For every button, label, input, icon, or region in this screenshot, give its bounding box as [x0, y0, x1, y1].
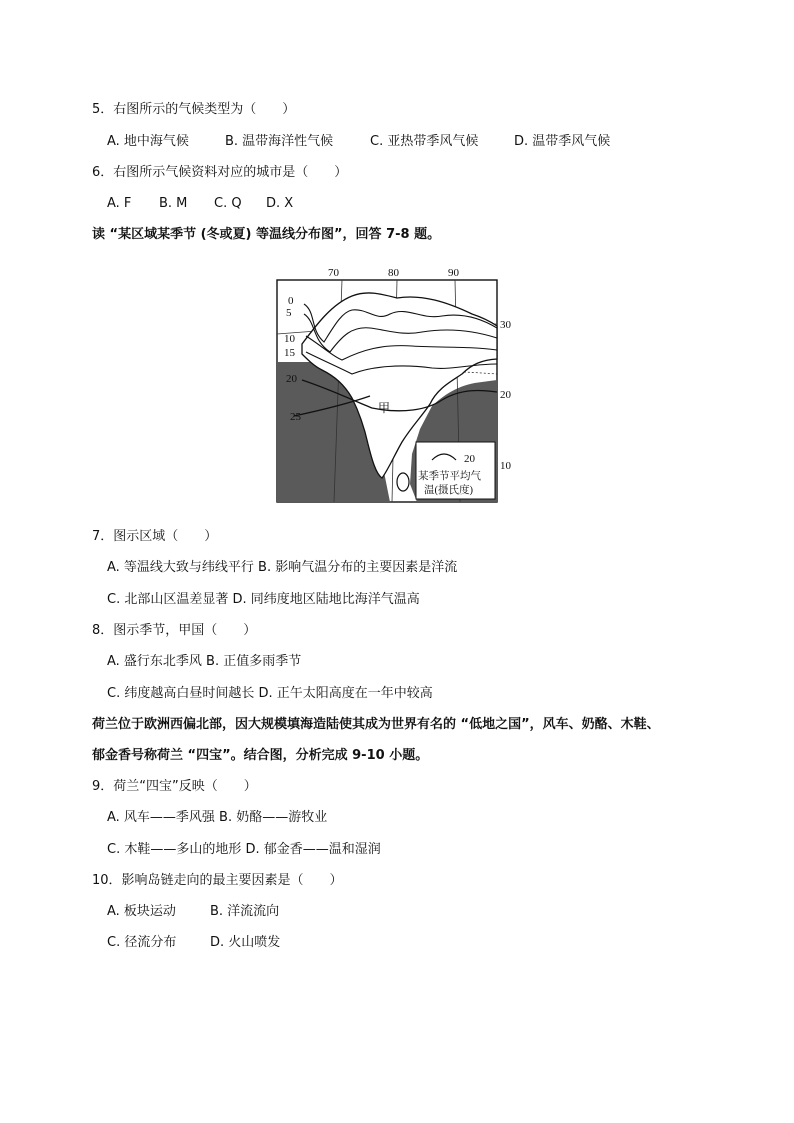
isotherm-map-svg [272, 264, 522, 508]
sri-lanka [397, 473, 409, 491]
q10-options-cd [107, 934, 280, 952]
q5-option-c[interactable]: C. 亚热带季风气候 [370, 134, 479, 149]
q6-option-a[interactable]: A. F [107, 196, 132, 211]
q10-option-a[interactable]: A. 板块运动 [107, 904, 176, 919]
q9-stem: 9．荷兰“四宝”反映（ ） [92, 779, 257, 794]
q10-option-d[interactable]: D. 火山喷发 [210, 935, 281, 950]
q6-stem: 6．右图所示气候资料对应的城市是（ ） [92, 165, 348, 180]
q5-option-b[interactable]: B. 温带海洋性气候 [225, 134, 334, 149]
q8-stem: 8．图示季节，甲国（ ） [92, 623, 257, 638]
legend-text-2: 温(摄氏度) [424, 485, 473, 496]
q5-options [107, 133, 610, 151]
q10-option-c[interactable]: C. 径流分布 [107, 935, 177, 950]
label-lon-80: 80 [388, 267, 399, 279]
label-isotherm-5: 5 [286, 307, 292, 319]
label-isotherm-20: 20 [286, 373, 297, 385]
q7-stem: 7．图示区域（ ） [92, 529, 218, 544]
label-lat-10: 10 [500, 460, 511, 472]
q5-stem: 5．右图所示的气候类型为（ ） [92, 102, 296, 117]
label-isotherm-25: 25 [290, 411, 301, 423]
q10-stem: 10．影响岛链走向的最主要因素是（ ） [92, 873, 343, 888]
q6-option-d[interactable]: D. X [266, 196, 294, 211]
q9-option-ab[interactable]: A. 风车——季风强 B. 奶酪——游牧业 [107, 810, 328, 825]
q8-option-cd[interactable]: C. 纬度越高白昼时间越长 D. 正午太阳高度在一年中较高 [107, 686, 433, 701]
label-lat-30: 30 [500, 319, 511, 331]
q6-option-b[interactable]: B. M [159, 196, 188, 211]
intro-9-10-line2: 郁金香号称荷兰 “四宝”。结合图，分析完成 9-10 小题。 [92, 748, 429, 763]
intro-7-8: 读 “某区域某季节 (冬或夏) 等温线分布图”，回答 7-8 题。 [92, 227, 441, 242]
q5-option-d[interactable]: D. 温带季风气候 [514, 134, 611, 149]
label-jia: 甲 [378, 401, 391, 415]
q5-option-a[interactable]: A. 地中海气候 [107, 134, 189, 149]
label-lat-20: 20 [500, 389, 511, 401]
q9-option-cd[interactable]: C. 木鞋——多山的地形 D. 郁金香——温和湿润 [107, 842, 381, 857]
q6-options [107, 195, 293, 213]
isotherm-map [272, 264, 522, 508]
label-lon-90: 90 [448, 267, 459, 279]
label-isotherm-10: 10 [284, 333, 295, 345]
q7-option-ab[interactable]: A. 等温线大致与纬线平行 B. 影响气温分布的主要因素是洋流 [107, 560, 458, 575]
q6-option-c[interactable]: C. Q [214, 196, 242, 211]
label-lon-70: 70 [328, 267, 339, 279]
intro-9-10-line1: 荷兰位于欧洲西偏北部，因大规模填海造陆使其成为世界有名的 “低地之国”，风车、奶酪、木鞋、 [92, 717, 660, 732]
label-isotherm-15: 15 [284, 347, 295, 359]
q7-option-cd[interactable]: C. 北部山区温差显著 D. 同纬度地区陆地比海洋气温高 [107, 592, 420, 607]
q8-option-ab[interactable]: A. 盛行东北季风 B. 正值多雨季节 [107, 654, 302, 669]
label-isotherm-0: 0 [288, 295, 294, 307]
legend-text-1: 某季节平均气 [418, 471, 481, 482]
legend-value: 20 [464, 453, 475, 465]
q10-options-ab [107, 903, 279, 921]
q10-option-b[interactable]: B. 洋流流向 [210, 904, 280, 919]
